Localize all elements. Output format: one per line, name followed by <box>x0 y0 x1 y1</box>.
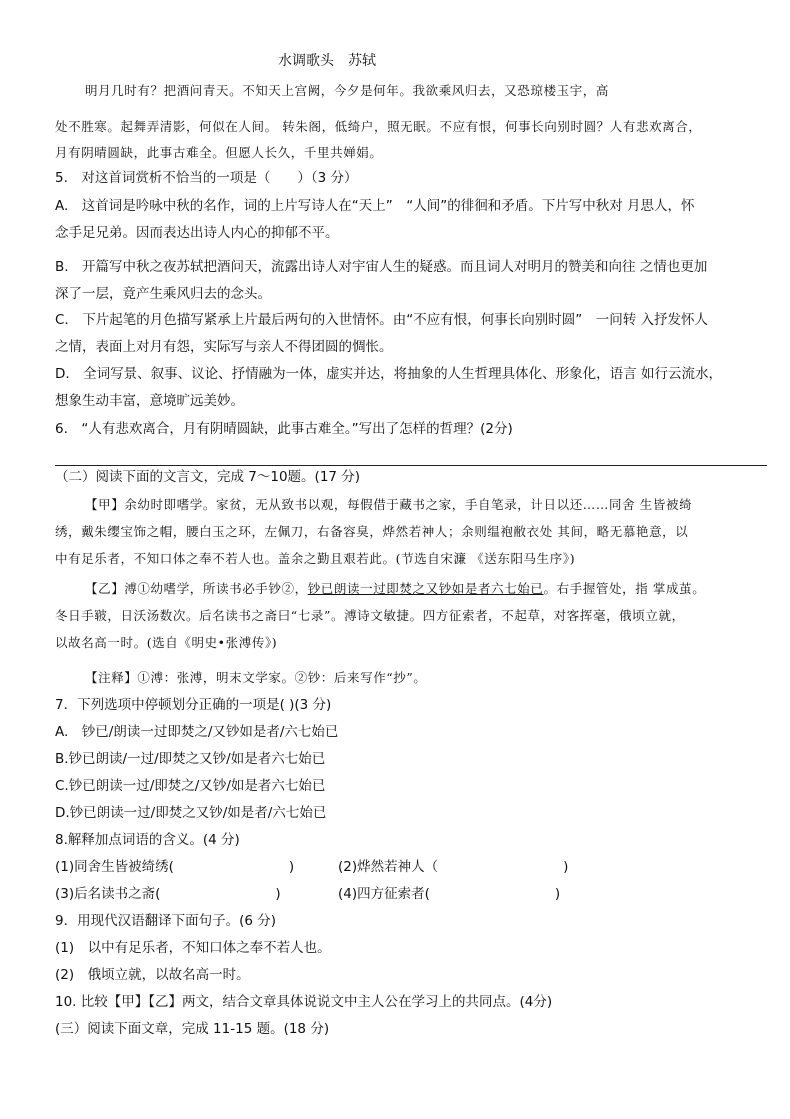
q5-option-c: C. 下片起笔的月色描写紧承上片最后两句的入世情怀。由“不应有恨，何事长向别时圆” 一问转 入抒发怀人 <box>55 312 708 328</box>
passage-yi-line: 冬日手皲，日沃汤数次。后名读书之斋曰“七录”。溥诗文敏捷。四方征索者，不起草，对客挥毫，俄顷立就， <box>55 608 685 623</box>
poem-title: 水调歌头 苏轼 <box>278 53 376 69</box>
q5-option-a-cont: 念手足兄弟。因而表达出诗人内心的抑郁不平。 <box>55 225 339 241</box>
q8-item-4-wrap: (4)四方征索者( ) <box>338 886 561 902</box>
question-7-stem: 7．下列选项中停顿划分正确的一项是( )(3 分) <box>55 697 332 713</box>
q8-row: (1)同舍生皆被绮绣( ) <box>55 859 295 875</box>
q5-option-b: B. 开篇写中秋之夜苏轼把酒问天，流露出诗人对宇宙人生的疑惑。而且词人对明月的赞美和向往 之情也更加 <box>55 259 708 275</box>
q5-option-d-cont: 想象生动丰富，意境旷远美妙。 <box>55 393 244 409</box>
q7-option-c: C.钞已朗读一过/即焚之/又钞/如是者六七始已 <box>55 778 326 794</box>
q9-item-2: (2) 俄顷立就，以故名高一时。 <box>55 967 250 983</box>
q5-option-b-cont: 深了一层，竟产生乘风归去的念头。 <box>55 286 271 302</box>
underlined-sentence: 钞已朗读一过即焚之又钞如是者六七始已 <box>307 581 544 596</box>
poem-line: 月有阴晴圆缺，此事古难全。但愿人长久，千里共婵娟。 <box>55 145 383 160</box>
question-6: 6. “人有悲欢离合，月有阴晴圆缺，此事古难全。”写出了怎样的哲理？(2分) <box>55 421 513 437</box>
section-3-heading: (三）阅读下面文章，完成 11-15 题。(18 分) <box>55 1021 330 1037</box>
q7-option-a: A. 钞已/朗读一过即焚之/又钞如是者/六七始已 <box>55 724 339 740</box>
q8-item-2: (2)烨然若神人（ <box>338 859 439 875</box>
passage-yi-text: 【乙】溥①幼嗜学，所读书必手钞②， <box>85 581 308 596</box>
q8-item-4: (4)四方征索者( <box>338 886 430 902</box>
q8-row: (3)后名读书之斋( ) <box>55 886 281 902</box>
question-5-stem: 5. 对这首词赏析不恰当的一项是（ ）（3 分） <box>55 170 358 186</box>
question-10: 10. 比较【甲】【乙】两文，结合文章具体说说文中主人公在学习上的共同点。(4分) <box>55 994 553 1010</box>
passage-yi-line <box>85 580 705 598</box>
q5-option-a: A. 这首词是吟咏中秋的名作，词的上片写诗人在“天上” “人间”的徘徊和矛盾。下片写中秋对 月思人，怀 <box>55 198 695 214</box>
q8-item-1: (1)同舍生皆被绮绣( <box>55 859 174 875</box>
q7-option-b: B.钞已朗读/一过/即焚之又钞/如是者六七始已 <box>55 751 326 767</box>
q8-item-3: (3)后名读书之斋( <box>55 886 161 902</box>
passage-jia-line: 中有足乐者，不知口体之奉不若人也。盖余之勤且艰若此。(节选自宋濂 《送东阳马生序》) <box>55 551 576 566</box>
passage-yi-text: 。右手握管处，指 掌成茧。 <box>543 581 706 596</box>
poem-line: 明月几时有？把酒问青天。不知天上宫阙，今夕是何年。我欲乘风归去，又恐琼楼玉宇，高 <box>85 83 610 98</box>
passage-yi-line: 以故名高一时。(选自《明史•张溥传》) <box>55 635 278 650</box>
q5-option-c-cont: 之情，表面上对月有怨，实际写与亲人不得团圆的惆怅。 <box>55 339 393 355</box>
divider <box>55 465 767 466</box>
question-8-stem: 8.解释加点词语的含义。(4 分) <box>55 832 240 848</box>
passage-jia-line: 绣，戴朱缨宝饰之帽，腰白玉之环，左佩刀，右备容臭，烨然若神人；余则缊袍敝衣处 其间，略无慕艳意，以 <box>55 524 689 539</box>
passage-jia-line: 【甲】余幼时即嗜学。家贫，无从致书以观，每假借于藏书之家，手自笔录，计日以还……同舍 生皆被绮 <box>85 497 693 512</box>
q7-option-d: D.钞已朗读一过/即焚之又钞/如是者/六七始已 <box>55 805 327 821</box>
section-2-heading: （二）阅读下面的文言文，完成 7～10题。(17 分) <box>55 469 361 485</box>
q8-item-2-wrap: (2)烨然若神人（ ) <box>338 859 569 875</box>
annotation-note: 【注释】①溥：张溥，明末文学家。②钞：后来写作“抄”。 <box>85 670 427 685</box>
question-9-stem: 9．用现代汉语翻译下面句子。(6 分) <box>55 913 277 929</box>
poem-line: 处不胜寒。起舞弄清影，何似在人间。 转朱阁，低绮户，照无眠。不应有恨，何事长向别时圆？人有悲欢离合， <box>55 119 702 134</box>
q9-item-1: (1) 以中有足乐者，不知口体之奉不若人也。 <box>55 940 331 956</box>
q5-option-d: D. 全词写景、叙事、议论、抒情融为一体，虚实并达，将抽象的人生哲理具体化、形象化，语言 如行云流水， <box>55 366 722 382</box>
